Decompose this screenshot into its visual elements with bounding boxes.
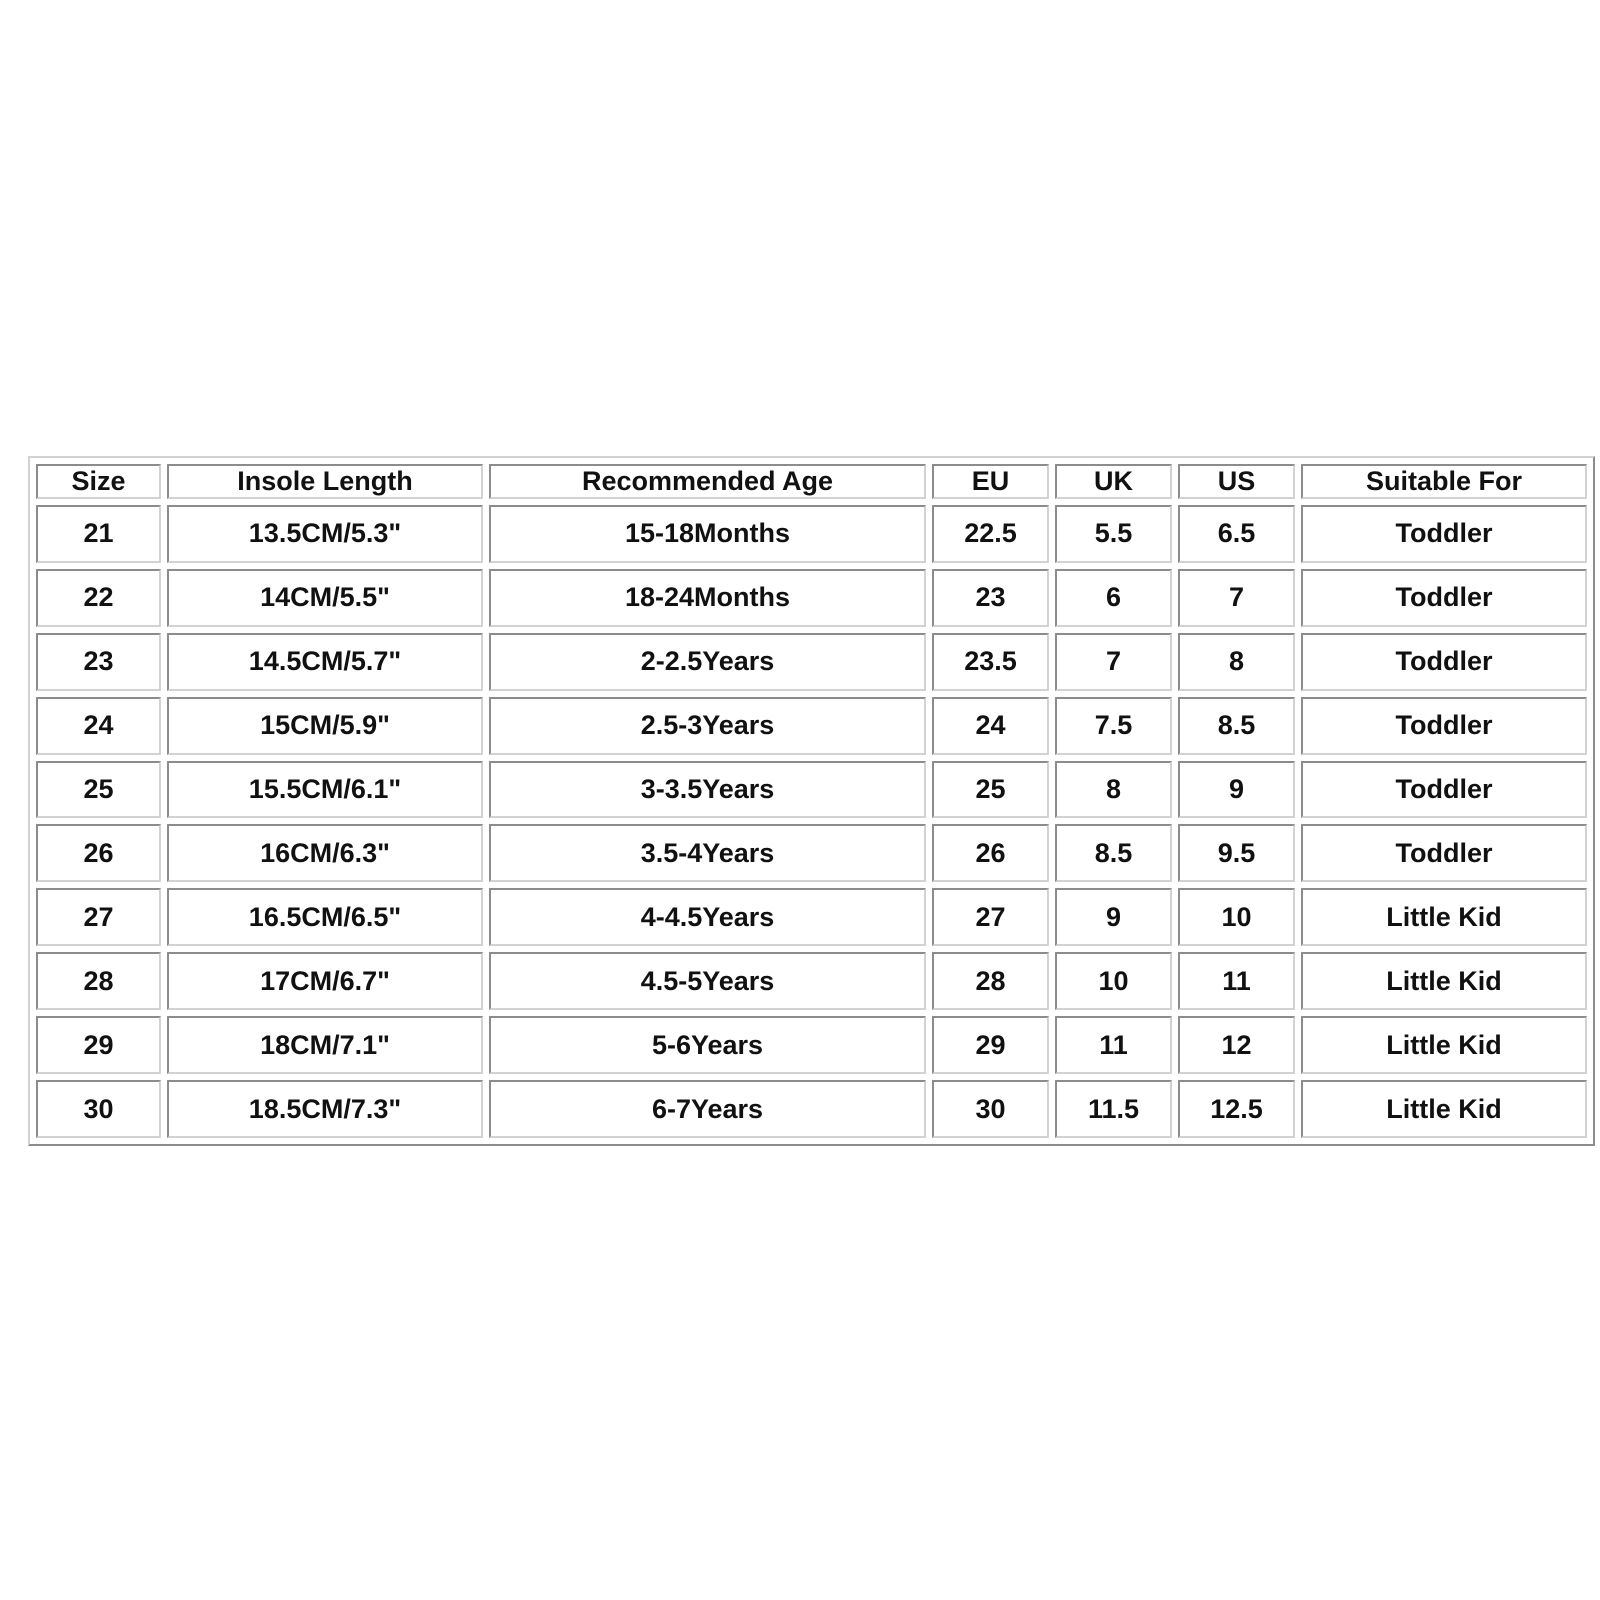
cell-suitable-for: Little Kid xyxy=(1301,1016,1587,1074)
cell-uk: 5.5 xyxy=(1055,505,1172,563)
header-uk: UK xyxy=(1055,464,1172,499)
cell-eu: 26 xyxy=(932,824,1049,882)
cell-eu: 30 xyxy=(932,1080,1049,1138)
table-row xyxy=(36,952,1587,1010)
cell-eu: 29 xyxy=(932,1016,1049,1074)
cell-us: 8 xyxy=(1178,633,1295,691)
cell-uk: 11.5 xyxy=(1055,1080,1172,1138)
cell-insole-length: 15.5CM/6.1" xyxy=(167,761,483,819)
cell-us: 12 xyxy=(1178,1016,1295,1074)
cell-eu: 28 xyxy=(932,952,1049,1010)
cell-eu: 24 xyxy=(932,697,1049,755)
table-row xyxy=(36,824,1587,882)
table-row xyxy=(36,1016,1587,1074)
cell-uk: 7 xyxy=(1055,633,1172,691)
cell-size: 24 xyxy=(36,697,161,755)
cell-eu: 23 xyxy=(932,569,1049,627)
header-row xyxy=(36,464,1587,499)
header-recommended-age: Recommended Age xyxy=(489,464,926,499)
cell-size: 25 xyxy=(36,761,161,819)
cell-uk: 8.5 xyxy=(1055,824,1172,882)
header-eu: EU xyxy=(932,464,1049,499)
cell-insole-length: 13.5CM/5.3" xyxy=(167,505,483,563)
cell-suitable-for: Toddler xyxy=(1301,633,1587,691)
cell-suitable-for: Toddler xyxy=(1301,697,1587,755)
cell-eu: 23.5 xyxy=(932,633,1049,691)
cell-us: 11 xyxy=(1178,952,1295,1010)
cell-suitable-for: Toddler xyxy=(1301,824,1587,882)
cell-suitable-for: Toddler xyxy=(1301,505,1587,563)
cell-uk: 10 xyxy=(1055,952,1172,1010)
cell-recommended-age: 5-6Years xyxy=(489,1016,926,1074)
cell-insole-length: 16CM/6.3" xyxy=(167,824,483,882)
cell-us: 12.5 xyxy=(1178,1080,1295,1138)
cell-recommended-age: 3.5-4Years xyxy=(489,824,926,882)
header-suitable-for: Suitable For xyxy=(1301,464,1587,499)
cell-recommended-age: 18-24Months xyxy=(489,569,926,627)
table-row xyxy=(36,1080,1587,1138)
table-row xyxy=(36,569,1587,627)
table-row xyxy=(36,633,1587,691)
cell-recommended-age: 4.5-5Years xyxy=(489,952,926,1010)
cell-insole-length: 16.5CM/6.5" xyxy=(167,888,483,946)
cell-insole-length: 18.5CM/7.3" xyxy=(167,1080,483,1138)
cell-insole-length: 14.5CM/5.7" xyxy=(167,633,483,691)
cell-recommended-age: 6-7Years xyxy=(489,1080,926,1138)
cell-us: 9.5 xyxy=(1178,824,1295,882)
table-row xyxy=(36,697,1587,755)
cell-uk: 11 xyxy=(1055,1016,1172,1074)
table-row xyxy=(36,505,1587,563)
cell-recommended-age: 4-4.5Years xyxy=(489,888,926,946)
cell-size: 26 xyxy=(36,824,161,882)
cell-insole-length: 18CM/7.1" xyxy=(167,1016,483,1074)
cell-eu: 25 xyxy=(932,761,1049,819)
cell-recommended-age: 3-3.5Years xyxy=(489,761,926,819)
cell-size: 28 xyxy=(36,952,161,1010)
cell-suitable-for: Little Kid xyxy=(1301,888,1587,946)
cell-recommended-age: 2.5-3Years xyxy=(489,697,926,755)
cell-suitable-for: Little Kid xyxy=(1301,1080,1587,1138)
cell-suitable-for: Toddler xyxy=(1301,761,1587,819)
cell-size: 27 xyxy=(36,888,161,946)
cell-eu: 27 xyxy=(932,888,1049,946)
cell-us: 7 xyxy=(1178,569,1295,627)
table-row xyxy=(36,888,1587,946)
cell-size: 21 xyxy=(36,505,161,563)
cell-size: 22 xyxy=(36,569,161,627)
cell-uk: 6 xyxy=(1055,569,1172,627)
header-us: US xyxy=(1178,464,1295,499)
cell-us: 10 xyxy=(1178,888,1295,946)
cell-eu: 22.5 xyxy=(932,505,1049,563)
table-row xyxy=(36,761,1587,819)
cell-us: 9 xyxy=(1178,761,1295,819)
cell-insole-length: 14CM/5.5" xyxy=(167,569,483,627)
cell-uk: 7.5 xyxy=(1055,697,1172,755)
cell-size: 23 xyxy=(36,633,161,691)
header-insole-length: Insole Length xyxy=(167,464,483,499)
cell-uk: 8 xyxy=(1055,761,1172,819)
cell-us: 6.5 xyxy=(1178,505,1295,563)
cell-recommended-age: 15-18Months xyxy=(489,505,926,563)
cell-insole-length: 15CM/5.9" xyxy=(167,697,483,755)
cell-suitable-for: Little Kid xyxy=(1301,952,1587,1010)
cell-insole-length: 17CM/6.7" xyxy=(167,952,483,1010)
cell-us: 8.5 xyxy=(1178,697,1295,755)
cell-size: 30 xyxy=(36,1080,161,1138)
size-chart-table xyxy=(28,456,1595,1146)
cell-uk: 9 xyxy=(1055,888,1172,946)
header-size: Size xyxy=(36,464,161,499)
cell-size: 29 xyxy=(36,1016,161,1074)
cell-suitable-for: Toddler xyxy=(1301,569,1587,627)
cell-recommended-age: 2-2.5Years xyxy=(489,633,926,691)
